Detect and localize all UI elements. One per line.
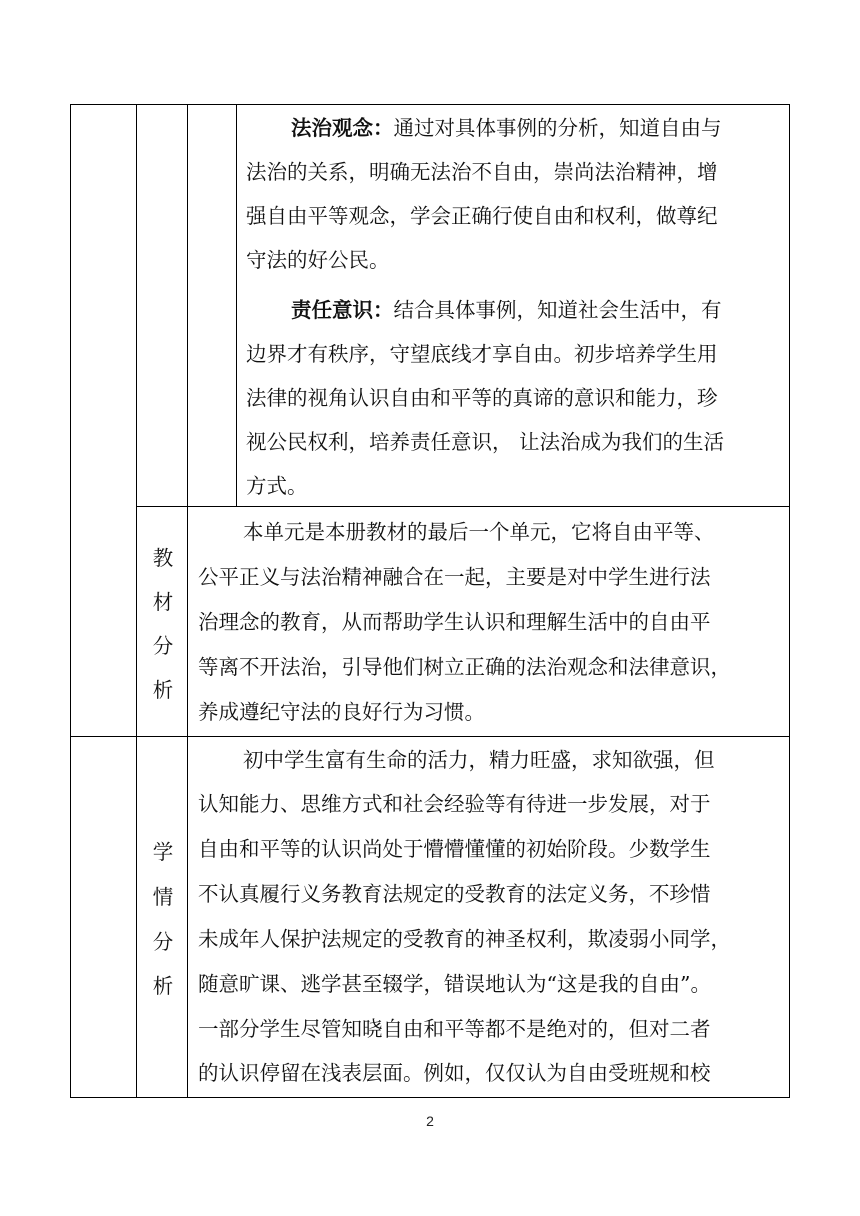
page-number: 2: [426, 1113, 434, 1129]
label-char: 分: [152, 634, 174, 658]
textbook-line: 养成遵纪守法的良好行为习惯。: [198, 700, 485, 724]
label-char: 析: [152, 678, 174, 702]
table-col-divider-2: [187, 104, 188, 1098]
label-char: 分: [152, 930, 174, 954]
responsibility-label: 责任意识：: [291, 298, 394, 322]
student-line: 自由和平等的认识尚处于懵懵懂懂的初始阶段。少数学生: [198, 837, 711, 861]
goals-line: 视公民权利，培养责任意识， 让法治成为我们的生活: [246, 430, 725, 454]
table-border-right: [789, 104, 790, 1098]
goals-line: 法律的视角认识自由和平等的真谛的意识和能力，珍: [246, 386, 718, 410]
textbook-line: 治理念的教育，从而帮助学生认识和理解生活中的自由平: [198, 610, 711, 634]
goals-line: 守法的好公民。: [246, 248, 390, 272]
student-line: 认知能力、思维方式和社会经验等有待进一步发展，对于: [198, 792, 711, 816]
goals-line: 边界才有秩序，守望底线才享自由。初步培养学生用: [246, 342, 718, 366]
goals-line: 结合具体事例，知道社会生活中，有: [393, 298, 722, 322]
student-line: 随意旷课、逃学甚至辍学，错误地认为“这是我的自由”。: [198, 972, 711, 996]
label-char: 教: [152, 546, 174, 570]
goals-line: 方式。: [246, 474, 308, 498]
label-char: 学: [152, 840, 174, 864]
label-char: 析: [152, 974, 174, 998]
student-line: 不认真履行义务教育法规定的受教育的法定义务，不珍惜: [198, 882, 711, 906]
table-row-divider-2: [70, 736, 790, 737]
table-row-divider-1: [136, 506, 790, 507]
goals-line: 法治的关系，明确无法治不自由，崇尚法治精神，增: [246, 160, 718, 184]
textbook-line: 等离不开法治，引导他们树立正确的法治观念和法律意识，: [198, 655, 731, 679]
table-col-divider-1: [136, 104, 137, 1098]
goals-line: 强自由平等观念，学会正确行使自由和权利，做尊纪: [246, 204, 718, 228]
student-line: 初中学生富有生命的活力，精力旺盛，求知欲强，但: [243, 748, 715, 772]
table-col-divider-3: [236, 104, 237, 506]
student-line: 一部分学生尽管知晓自由和平等都不是绝对的，但对二者: [198, 1017, 711, 1041]
rule-of-law-label: 法治观念：: [291, 116, 394, 140]
label-char: 情: [152, 885, 174, 909]
table-border-bottom: [70, 1097, 790, 1098]
student-line: 的认识停留在浅表层面。例如，仅仅认为自由受班规和校: [198, 1061, 711, 1085]
table-border-left: [70, 104, 71, 1098]
table-border-top: [70, 104, 790, 105]
goals-line: 通过对具体事例的分析，知道自由与: [393, 116, 722, 140]
textbook-line: 公平正义与法治精神融合在一起，主要是对中学生进行法: [198, 565, 711, 589]
textbook-line: 本单元是本册教材的最后一个单元，它将自由平等、: [243, 520, 715, 544]
label-char: 材: [152, 590, 174, 614]
student-line: 未成年人保护法规定的受教育的神圣权利，欺凌弱小同学，: [198, 927, 731, 951]
